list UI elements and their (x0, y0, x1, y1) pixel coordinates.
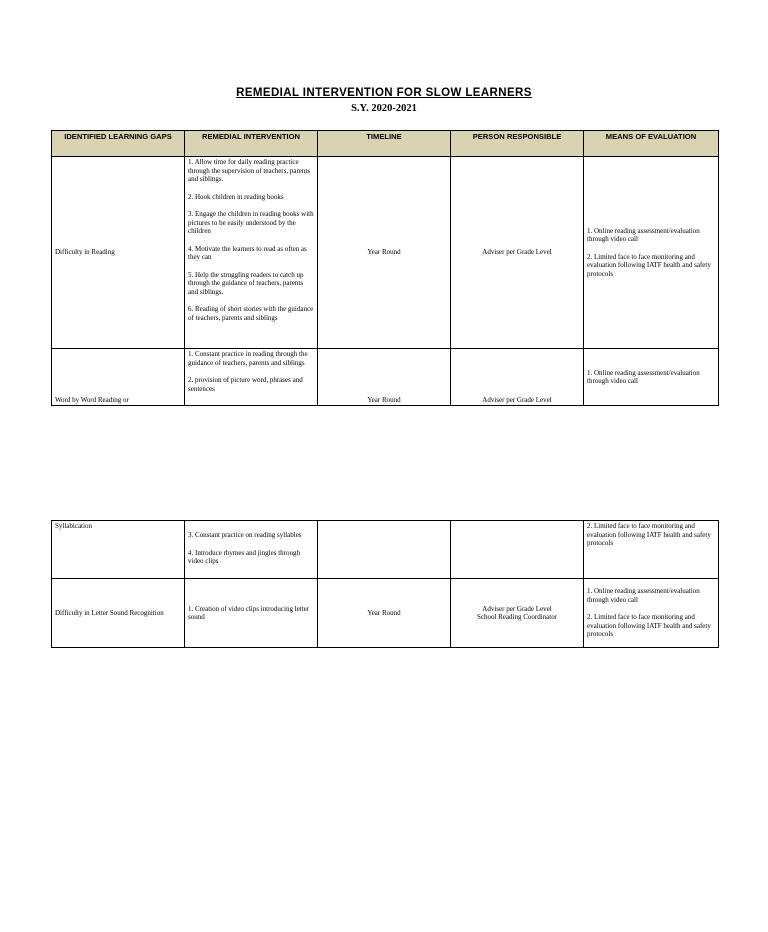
header-means-of-evaluation: MEANS OF EVALUATION (584, 131, 719, 157)
table-row (52, 157, 719, 349)
person-line: Adviser per Grade Level (482, 604, 552, 613)
school-year: S.Y. 2020-2021 (351, 103, 417, 114)
evaluation-item: 1. Online reading assessment/evaluation through video call (587, 587, 700, 604)
evaluation-item: 2. Limited face to face monitoring and evaluation following IATF health and safety protocols (587, 252, 711, 278)
person-responsible-cell (451, 521, 584, 579)
evaluation-cell (584, 157, 719, 349)
learning-gap-cell: Word by Word Reading or (52, 349, 185, 406)
intervention-item: 5. Help the struggling readers to catch up through the guidance of teachers, parents and siblings. (188, 270, 304, 296)
intervention-table (51, 130, 719, 406)
person-responsible-cell: Adviser per Grade Level (451, 349, 584, 406)
table-header-row (52, 131, 719, 157)
person-line: School Reading Coordinator (476, 613, 558, 621)
intervention-item: 3. Engage the children in reading books with pictures to be easily understood by the children (188, 210, 314, 235)
intervention-table-continued (51, 520, 719, 648)
table-row (52, 349, 719, 406)
intervention-item: 6. Reading of short stories with the guidance of teachers, parents and siblings (188, 305, 314, 322)
intervention-item: 1. Allow time for daily reading practice through the supervision of teachers, parents and siblings. (188, 158, 311, 183)
intervention-cell (185, 521, 318, 579)
header-person-responsible: PERSON RESPONSIBLE (451, 131, 584, 157)
intervention-item: 4. Introduce rhymes and jingles through video clips (188, 548, 300, 565)
intervention-item: 3. Constant practice on reading syllables (188, 531, 302, 539)
table-row (52, 579, 719, 648)
evaluation-item: 1. Online reading assessment/evaluation through video call (587, 368, 700, 385)
evaluation-item: 2. Limited face to face monitoring and evaluation following IATF health and safety protocols (587, 522, 711, 547)
intervention-cell (185, 579, 318, 648)
intervention-item: 4. Motivate the learners to read as often as they can (188, 244, 307, 261)
person-responsible-cell: Adviser per Grade Level (451, 157, 584, 349)
header-learning-gaps: IDENTIFIED LEARNING GAPS (52, 131, 185, 157)
learning-gap-cell: Difficulty in Letter Sound Recognition (52, 579, 185, 648)
table-row (52, 521, 719, 579)
header-remedial-intervention: REMEDIAL INTERVENTION (185, 131, 318, 157)
intervention-item: 1. Constant practice in reading through the guidance of teachers, parents and siblings (188, 350, 308, 367)
header-timeline: TIMELINE (318, 131, 451, 157)
timeline-cell: Year Round (318, 349, 451, 406)
timeline-cell (318, 521, 451, 579)
evaluation-item: 1. Online reading assessment/evaluation through video call (587, 226, 700, 244)
intervention-item: 2. Hook children in reading books (188, 192, 284, 201)
intervention-cell (185, 157, 318, 349)
document-title: REMEDIAL INTERVENTION FOR SLOW LEARNERS (236, 87, 532, 99)
learning-gap-cell: Difficulty in Reading (52, 157, 185, 349)
timeline-cell: Year Round (318, 579, 451, 648)
intervention-item: 2. provision of picture word, phrases and sentences (188, 376, 303, 393)
learning-gap-cell: Syllabication (52, 521, 185, 579)
evaluation-item: 2. Limited face to face monitoring and evaluation following IATF health and safety protocols (587, 613, 711, 639)
evaluation-cell (584, 521, 719, 579)
intervention-cell (185, 349, 318, 406)
intervention-item: 1. Creation of video clips introducing letter sound (188, 604, 310, 621)
person-responsible-cell (451, 579, 584, 648)
evaluation-cell (584, 579, 719, 648)
evaluation-cell (584, 349, 719, 406)
timeline-cell: Year Round (318, 157, 451, 349)
